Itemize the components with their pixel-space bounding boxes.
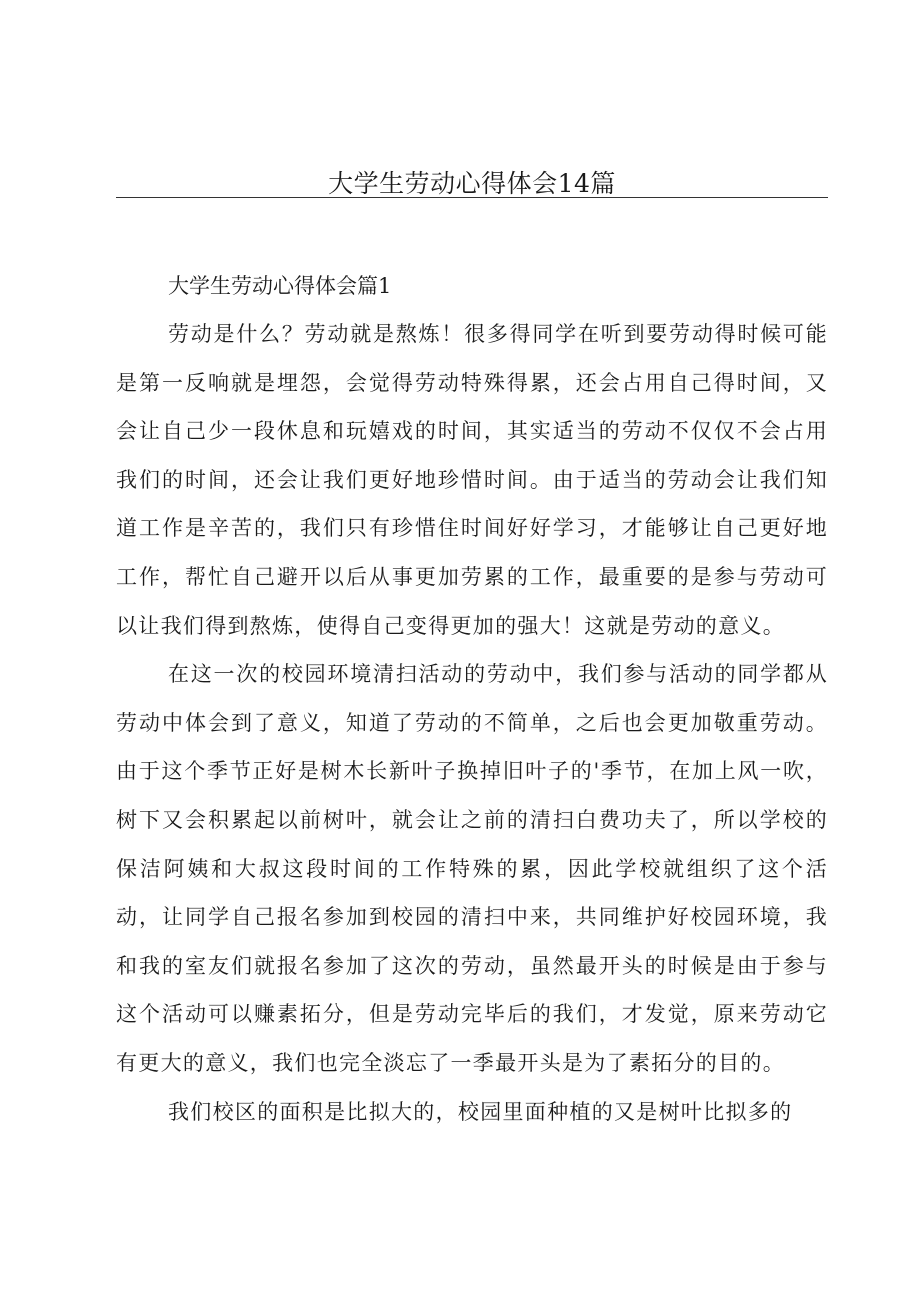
paragraph-3: 我们校区的面积是比拟大的，校园里面种植的又是树叶比拟多的: [168, 1099, 793, 1124]
title-underline: [116, 197, 828, 198]
paragraph-1: 劳动是什么？劳动就是熬炼！很多得同学在听到要劳动得时候可能是第一反响就是埋怨，会觉得劳动特殊得累，还会占用自己得时间，又会让自己少一段休息和玩嬉戏的时间，其实适当的劳动不仅仅不会占用我们的时间，还会让我们更好地珍惜时间。由于适当的劳动会让我们知道工作是辛苦的，我们只有珍惜住时间好好学习，才能够让自己更好地工作，帮忙自己避开以后从事更加劳累的工作，最重要的是参与劳动可以让我们得到熬炼，使得自己变得更加的强大！这就是劳动的意义。: [116, 322, 828, 638]
paragraph-2: 在这一次的校园环境清扫活动的劳动中，我们参与活动的同学都从劳动中体会到了意义，知道了劳动的不简单，之后也会更加敬重劳动。由于这个季节正好是树木长新叶子换掉旧叶子的'季节，在加上风一吹，树下又会积累起以前树叶，就会让之前的清扫白费功夫了，所以学校的保洁阿姨和大叔这段时间的工作特殊的累，因此学校就组织了这个活动，让同学自己报名参加到校园的清扫中来，共同维护好校园环境，我和我的室友们就报名参加了这次的劳动，虽然最开头的时候是由于参与这个活动可以赚素拓分，但是劳动完毕后的我们，才发觉，原来劳动它有更大的意义，我们也完全淡忘了一季最开头是为了素拓分的目的。: [116, 662, 828, 1075]
section-heading: 大学生劳动心得体会篇1: [168, 274, 392, 298]
document-title: 大学生劳动心得体会14篇: [328, 169, 616, 198]
document-body: [116, 262, 828, 1136]
